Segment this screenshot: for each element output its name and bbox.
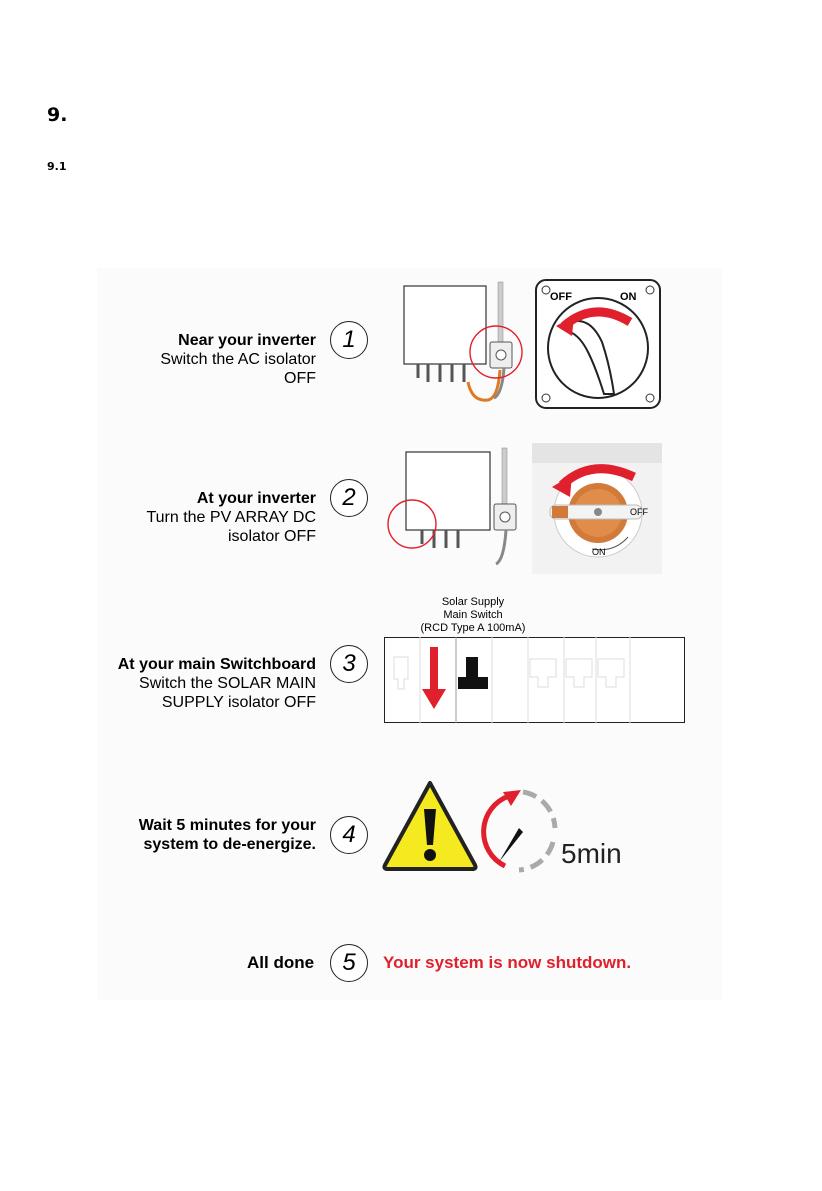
dc-on-label: ON: [592, 547, 606, 557]
switchboard-illustration: [384, 637, 686, 724]
step-1-title: Near your inverter: [178, 332, 316, 349]
switchboard-caption-line2: Main Switch: [443, 609, 503, 621]
step-2-line1: Turn the PV ARRAY DC: [146, 509, 316, 526]
step-3-line2: SUPPLY isolator OFF: [161, 694, 316, 711]
step-3-number: 3: [330, 645, 368, 683]
dc-off-label: OFF: [630, 507, 648, 517]
ac-off-label: OFF: [550, 291, 572, 303]
step-1-line2: OFF: [284, 370, 316, 387]
timer-label: 5min: [561, 838, 622, 869]
step-2-title: At your inverter: [196, 490, 316, 507]
switchboard-caption-line3: (RCD Type A 100mA): [420, 622, 526, 634]
switchboard-caption-line1: Solar Supply: [441, 596, 505, 608]
step-4-line1: system to de-energize.: [143, 836, 316, 853]
step-3-line1: Switch the SOLAR MAIN: [139, 675, 316, 692]
step-5-number: 5: [330, 944, 368, 982]
step-4-title: Wait 5 minutes for your: [138, 817, 316, 834]
warning-icon: [381, 777, 479, 873]
step-2-number: 2: [330, 479, 368, 517]
inverter-ac-illustration: [398, 278, 528, 418]
shutdown-complete-message: Your system is now shutdown.: [383, 953, 632, 972]
step-5-title: All done: [247, 953, 315, 972]
dc-isolator-switch-illustration: [532, 443, 662, 574]
step-2-line2: isolator OFF: [227, 528, 316, 545]
step-4-number: 4: [330, 816, 368, 854]
step-1-number: 1: [330, 321, 368, 359]
step-1-text: [46, 331, 316, 388]
step-3-title: At your main Switchboard: [117, 656, 316, 673]
step-1-line1: Switch the AC isolator: [160, 351, 316, 368]
switchboard-caption: [393, 596, 553, 635]
subsection-number: 9.1: [47, 160, 67, 173]
step-3-text: [46, 655, 316, 712]
ac-on-label: ON: [620, 291, 637, 303]
step-4-text: [46, 816, 316, 854]
inverter-dc-illustration: [384, 444, 529, 574]
timer-icon: [479, 782, 559, 874]
step-2-text: [46, 489, 316, 546]
ac-isolator-switch-illustration: [534, 278, 662, 410]
section-number: 9.: [47, 104, 68, 126]
